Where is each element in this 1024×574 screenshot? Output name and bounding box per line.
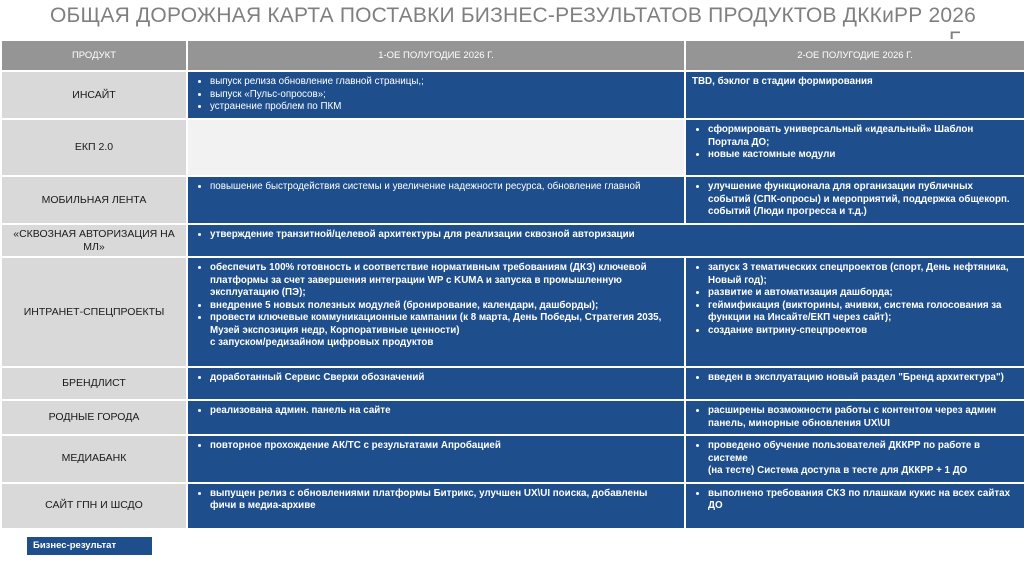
table-row bbox=[1, 71, 1024, 119]
list-item: • устранение проблем по ПКМ bbox=[210, 101, 676, 114]
product-name: САЙТ ГПН И ШСДО bbox=[1, 483, 187, 529]
list-item: • реализована админ. панель на сайте bbox=[210, 405, 676, 418]
list-item: • введен в эксплуатацию новый раздел "Бренд архитектура") bbox=[708, 372, 1016, 385]
roadmap-table bbox=[0, 39, 1024, 530]
h2-cell bbox=[685, 119, 1024, 176]
list-item: • улучшение функционала для организации публичных событий (СПК-опросы) и мероприятий, поддержка общекорп. событий (Люди прогресса и т.д.) bbox=[708, 181, 1016, 219]
h2-cell bbox=[685, 71, 1024, 119]
product-name: РОДНЫЕ ГОРОДА bbox=[1, 400, 187, 435]
h1-cell bbox=[187, 435, 685, 483]
list-item: • провести ключевые коммуникационные кампании (к 8 марта, День Победы, Стратегия 2035, Музей экспозиция недр, Корпоративные ценности) bbox=[210, 312, 676, 337]
list-item: • выпуск «Пульс-опросов»; bbox=[210, 89, 676, 102]
table-row bbox=[1, 119, 1024, 176]
table-row bbox=[1, 483, 1024, 529]
list-item: • доработанный Сервис Сверки обозначений bbox=[210, 372, 676, 385]
list-item: • утверждение транзитной/целевой архитектуры для реализации сквозной авторизации bbox=[210, 229, 1016, 242]
list-item: • запуск 3 тематических спецпроектов (спорт, День нефтяника, Новый год); bbox=[708, 262, 1016, 287]
h1-cell-empty bbox=[187, 119, 685, 176]
legend-business-result: Бизнес-результат bbox=[27, 537, 152, 555]
list-item: с запуском/редизайном цифровых продуктов bbox=[210, 337, 434, 348]
h1-cell bbox=[187, 483, 685, 529]
table-row bbox=[1, 367, 1024, 400]
product-name: ИНСАЙТ bbox=[1, 71, 187, 119]
h2-cell bbox=[685, 257, 1024, 367]
list-item: • проведено обучение пользователей ДККРР по работе в системе bbox=[708, 440, 1016, 465]
header-row bbox=[1, 40, 1024, 71]
h2-cell bbox=[685, 483, 1024, 529]
table-row bbox=[1, 224, 1024, 257]
list-item: • новые кастомные модули bbox=[708, 149, 1016, 162]
list-item: • выпущен релиз с обновлениями платформы Битрикс, улучшен UX\UI поиска, добавлены фичи в медиа-архиве bbox=[210, 488, 676, 513]
list-item: • сформировать универсальный «идеальный» Шаблон Портала ДО; bbox=[708, 124, 1016, 149]
list-item: • создание витрину-спецпроектов bbox=[708, 325, 1016, 338]
list-item: • повышение быстродействия системы и увеличение надежности ресурса, обновление главной bbox=[210, 181, 676, 194]
product-name: «СКВОЗНАЯ АВТОРИЗАЦИЯ НА МЛ» bbox=[1, 224, 187, 257]
list-item: • расширены возможности работы с контентом через админ панель, минорные обновления UX\UI bbox=[708, 405, 1016, 430]
table-row bbox=[1, 435, 1024, 483]
list-item: • развитие и автоматизация дашборда; bbox=[708, 287, 1016, 300]
table-row bbox=[1, 176, 1024, 224]
h2-text: TBD, бэклог в стадии формирования bbox=[692, 76, 873, 87]
h1-cell bbox=[187, 257, 685, 367]
span-cell bbox=[187, 224, 1024, 257]
product-name: ИНТРАНЕТ-СПЕЦПРОЕКТЫ bbox=[1, 257, 187, 367]
header-product: ПРОДУКТ bbox=[1, 40, 187, 71]
list-item: • внедрение 5 новых полезных модулей (бронирование, календари, дашборды); bbox=[210, 300, 676, 313]
list-item: • обеспечить 100% готовность и соответствие нормативным требованиям (ДКЗ) ключевой платформы за счет завершения интеграции WP с KUMA и запуска в промышленную эксплуатацию (ПЭ); bbox=[210, 262, 676, 300]
header-h2: 2-ОЕ ПОЛУГОДИЕ 2026 Г. bbox=[685, 40, 1024, 71]
list-item: (на тесте) Система доступа в тесте для ДККРР + 1 ДО bbox=[708, 465, 968, 476]
list-item: • повторное прохождение АК/ТС с результатами Апробацией bbox=[210, 440, 676, 453]
list-item: • выпуск релиза обновление главной страницы,; bbox=[210, 76, 676, 89]
product-name: МОБИЛЬНАЯ ЛЕНТА bbox=[1, 176, 187, 224]
product-name: БРЕНДЛИСТ bbox=[1, 367, 187, 400]
product-name: МЕДИАБАНК bbox=[1, 435, 187, 483]
h1-cell bbox=[187, 400, 685, 435]
header-h1: 1-ОЕ ПОЛУГОДИЕ 2026 Г. bbox=[187, 40, 685, 71]
product-name: ЕКП 2.0 bbox=[1, 119, 187, 176]
h1-cell bbox=[187, 176, 685, 224]
h2-cell bbox=[685, 367, 1024, 400]
h1-cell bbox=[187, 367, 685, 400]
title-line-1: ОБЩАЯ ДОРОЖНАЯ КАРТА ПОСТАВКИ БИЗНЕС-РЕЗУЛЬТАТОВ ПРОДУКТОВ ДККиРР 2026 bbox=[50, 4, 976, 27]
list-item: • геймификация (викторины, ачивки, система голосования за функции на Инсайте/ЕКП через сайт); bbox=[708, 300, 1016, 325]
table-row bbox=[1, 400, 1024, 435]
h2-cell bbox=[685, 176, 1024, 224]
h2-cell bbox=[685, 435, 1024, 483]
table-row bbox=[1, 257, 1024, 367]
h2-cell bbox=[685, 400, 1024, 435]
list-item: • выполнено требования СКЗ по плашкам кукис на всех сайтах ДО bbox=[708, 488, 1016, 513]
h1-cell bbox=[187, 71, 685, 119]
